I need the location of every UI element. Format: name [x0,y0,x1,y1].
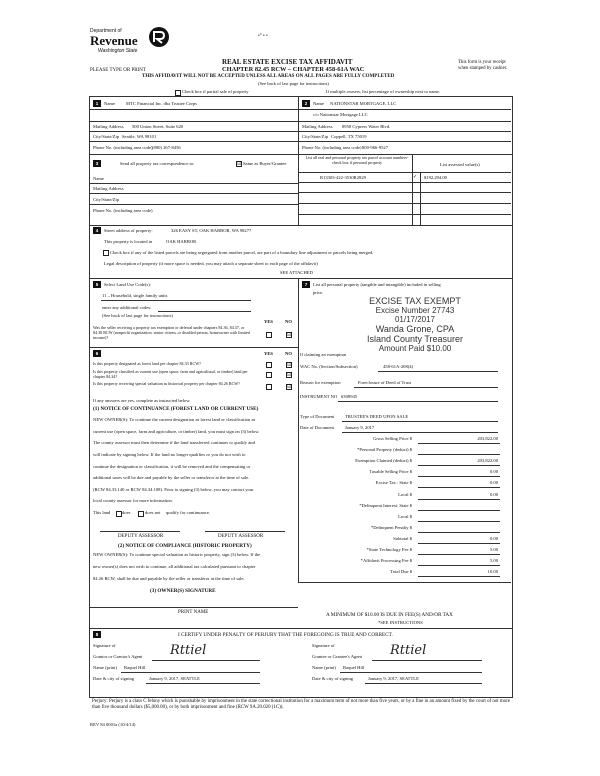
section-5-badge: 5 [93,281,101,288]
grantor-name[interactable]: Raquel Hill [124,665,146,670]
notice1-line3: The county assessor must then determine if the land transferred continues to qualify and [93,440,255,445]
sec6-q2: Is this property classified as current use (open space, farm and agricultural, or timber) land per chapter 84.34? [93,369,248,379]
tax-row-line [418,554,500,555]
print-name-label: PRINT NAME [178,610,209,615]
tax-row-value[interactable]: 0.00 [489,491,498,497]
does-label: does [122,510,131,515]
tax-row-value[interactable]: 5.00 [489,558,498,564]
seller-phone[interactable]: (800) 267-8456 [152,145,181,150]
receipt-note-2: when stamped by cashier. [458,66,508,71]
sec6-q3: Is this property receiving special valuation as historical property per chapter 84.26 RCW? [93,381,240,386]
reason-label: Reason for exemption [300,380,341,385]
grantee-date-label: Date & city of signing [312,676,354,681]
buyer-mail[interactable]: 8950 Cypress Water Blvd. [342,124,391,129]
tax-row-label: *Delinquent Interest: State $ [359,502,412,508]
grantor-signature[interactable]: Rttiel [170,643,207,658]
does-not-label: does not [145,510,161,515]
if-yes-note: If any answers are yes, complete as instructed below. [93,398,191,403]
stamp-line-3: 01/17/2017 [394,315,436,324]
logo-state: Washington State [98,48,138,54]
buyer-name-label: Name [313,101,324,106]
receipt-note: This form is your receipt [458,60,506,65]
stamp-line-1: EXCISE TAX EXEMPT [369,296,461,306]
seller-name-label: Name [104,101,115,106]
sec6-q1-yes[interactable] [266,362,272,368]
see-attached: SEE ATTACHED [280,270,313,275]
section-2-badge: 2 [302,100,310,107]
parcel-number[interactable]: R13303-422-3530R2829 [320,175,366,180]
notice-continuance: (1) NOTICE OF CONTINUANCE (FOREST LAND OR CURRENT USE) [93,406,259,412]
send-correspondence-label: Send all property tax correspondence to: [120,161,195,166]
tax-row-line [418,543,500,544]
grantor-agent-label: Grantor or Grantor's Agent [93,654,143,659]
tax-row-value[interactable]: 5.00 [489,547,498,552]
sec6-q3-yes[interactable] [266,384,272,390]
sec5-yes-checkbox[interactable] [266,332,272,338]
notice1-line2: current use (open space, farm and agriculture, or timber) land, you must sign on (3) below. [93,429,260,434]
notice2-line1: NEW OWNER(S): To continue special valuation as historic property, sign (3) below. If the [93,552,261,557]
sec5-see-back: (See back of last page for instructions) [102,313,173,318]
tax-row-line [418,576,500,577]
notice-compliance: (2) NOTICE OF COMPLIANCE (HISTORIC PROPERTY) [118,543,252,549]
parcel-list-header: List all real and personal property tax parcel account numbers-check box if personal property [305,155,409,165]
grantee-name-label: Name (print) [312,665,336,670]
owner-signature-label: (3) OWNER(S) SIGNATURE [150,588,216,594]
minimum-due-note: A MINIMUM OF $10.00 IS DUE IN FEE(S) AND/OR TAX [326,612,453,618]
this-land-label: This land [93,510,111,515]
logo-mark-icon [148,26,170,48]
located-label: This property is located in [104,239,153,244]
located-city[interactable]: OAK HARBOR [166,239,197,244]
section-6-badge: 6 [93,350,101,357]
notice1-line8: local county assessor for more information. [93,498,173,503]
wac-label: WAC No. (Section/Subsection) [300,364,358,369]
buyer-name[interactable]: NATIONSTAR MORTGAGE, LLC [330,101,397,106]
buyer-city-label: City/State/Zip [302,134,329,139]
grantor-name-label: Name (print) [93,665,117,670]
see-instructions: *SEE INSTRUCTIONS [378,620,423,625]
sec5-no-checkbox[interactable]: ☑ [287,332,292,338]
doc-date-label: Date of Document [300,425,334,430]
deputy-assessor-1: DEPUTY ASSESSOR [118,534,164,539]
grantor-date[interactable]: January 9, 2017, SEATTLE [149,676,200,681]
seller-city-label: City/State/Zip [93,134,120,139]
tax-row-line [418,465,500,466]
doc-type-label: Type of Document [300,414,335,419]
tax-row-value[interactable]: 0.00 [489,535,498,541]
sec6-yes: YES [264,351,273,356]
sec3-mail-label: Mailing Address [93,186,124,191]
stamp-line-5: Island County Treasurer [366,334,464,344]
qualify-label: qualify for continuance. [166,510,211,515]
see-back-instr: (See back of last page for instructions) [258,81,329,86]
sec6-no: NO [285,351,292,356]
tax-row-line [418,532,500,533]
tax-row-value[interactable]: 10.00 [487,569,498,575]
form-title: REAL ESTATE EXCISE TAX AFFIDAVIT [222,58,353,66]
multiple-owners-note: If multiple owners, list percentage of ownership next to name. [326,89,441,94]
top-marks: •° • • [258,34,268,39]
section-1-badge: 1 [93,100,101,107]
personal-property-label: List all personal property (tangible and intangible) included in selling [313,282,441,287]
doc-type-value[interactable]: TRUSTEE'S DEED UPON SALE [345,414,409,419]
notice1-line5: continue the designation or classification, it will be removed and the compensating or [93,464,251,469]
stamp-line-4: Wanda Grone, CPA [375,324,455,334]
tax-row-value[interactable]: 0.00 [489,480,498,486]
sec3-name-label: Name [93,176,104,181]
tax-row-label: Local $ [398,513,412,519]
seller-mail-label: Mailing Address [93,124,124,129]
seller-city[interactable]: Seattle, WA 98101 [122,134,157,139]
notice2-line3: 84.26 RCW, shall be due and payable by the seller or transferor at the time of sale. [93,576,245,581]
notice1-line6: additional taxes will be due and payable by the seller or transferor at the time of sale. [93,475,250,480]
assessed-header: List assessed value(s) [440,162,480,167]
seller-name[interactable]: MTC Financial Inc. dba Trustee Corps [126,101,197,106]
tax-row-value[interactable]: 203,822.00 [477,458,498,464]
tax-row-label: *State Technology Fee $ [366,547,412,552]
sec5-question: Was the seller receiving a property tax exemption or deferral under chapters 84.36, 84.37, or 84.38 RCW (nonprofit organization, senior citizen, or disabled person, homeowner with limited income)? [93,325,250,340]
tax-row-line [418,454,500,455]
perjury-statement: Perjury: Perjury is a class C felony which is punishable by imprisonment in the state correctional institution for a maximum term of not more than five years, or by a fine in an amount fixed by the court of not more than five thousand dollars ($5,000.00), or by both imprisonment and fine (RCW 9A.20.020 (1C)). [92,699,510,711]
tax-row-line [418,499,500,500]
buyer-city[interactable]: Coppell, TX 75019 [331,134,367,139]
tax-row-line [418,565,500,566]
notice1-line7: (RCW 84.33.140 or RCW 84.34.108). Prior to signing (3) below, you may contact your [93,487,254,492]
reason-value[interactable]: Foreclosure of Deed of Trust [358,380,412,385]
partial-sale-label: Check box if partial sale of property [182,89,249,94]
stamp-line-6: Amount Paid $10.00 [378,344,452,353]
personal-property-price: price. [313,290,324,295]
legal-desc-label: Legal description of property (if more space is needed, you may attach a separate sheet to each page of the affidavit) [104,261,318,266]
certify-statement: I CERTIFY UNDER PENALTY OF PERJURY THAT THE FOREGOING IS TRUE AND CORRECT. [178,632,393,638]
sec6-q3-no[interactable]: ☑ [287,384,292,390]
tax-row-line [418,521,500,522]
sec3-phone-label: Phone No. (including area code) [93,208,153,213]
wac-number[interactable]: 458-61A-208(4) [383,364,414,369]
sec6-q1: Is this property designated as forest land per chapter 84.33 RCW? [93,361,201,366]
section-7-badge: 7 [302,281,310,288]
tax-row-label: *Affidavit Processing Fee $ [360,558,412,564]
doc-date-value[interactable]: January 9, 2017 [345,425,375,430]
buyer-mail-label: Mailing Address [302,124,333,129]
street-label: Street address of property: [104,228,153,233]
grantee-name[interactable]: Raquel Hill [343,665,365,670]
tax-row-value[interactable]: 0.00 [489,469,498,475]
please-type: PLEASE TYPE OR PRINT [90,68,146,73]
section-3-badge: 3 [93,160,101,167]
segregated-checkbox[interactable] [103,250,109,256]
sec5-no: NO [285,319,292,324]
tax-row-label: Excise Tax : State $ [375,480,412,486]
tax-row-label: *Delinquent Penalty $ [370,524,412,530]
buyer-name-2[interactable]: c/o Nationstar Mortgage LLC [313,112,368,117]
notice1-line4: will indicate by signing below. If the land no longer qualifies or you do not wish to [93,452,246,457]
notice2-line2: new owner(s) does not wish to continue, all additional tax calculated pursuant to chapter [93,564,256,569]
tax-row-line [418,476,500,477]
seller-mail[interactable]: 500 Union Street, Suite 620 [132,124,184,129]
same-as-buyer-checkbox[interactable]: ☑ [237,161,242,167]
grantee-signature[interactable]: Rttiel [390,643,427,658]
form-warning: THIS AFFIDAVIT WILL NOT BE ACCEPTED UNLESS ALL AREAS ON ALL PAGES ARE FULLY COMPLETED [142,74,395,79]
tax-row-label: Gross Selling Price $ [373,436,412,441]
parcel-personal-check[interactable]: ✓ [413,174,418,180]
grantee-agent-label: Grantee or Grantee's Agent [312,654,362,659]
tax-row-label: Local $ [398,491,412,497]
tax-row-label: Total Due $ [390,569,412,575]
sec6-q2-no[interactable]: ☑ [287,372,292,378]
tax-row-label: Subtotal $ [393,535,412,541]
segregated-label: Check box if any of the listed parcels are being segregated from another parcel, are part of a boundary line adjustment or parcels being merged. [110,250,374,255]
tax-row-label: Taxable Selling Price $ [369,469,412,475]
tax-row-line [418,510,500,511]
sec6-q1-no[interactable]: ☑ [287,362,292,368]
sec5-yes: YES [264,319,273,324]
grantor-date-label: Date & city of signing [93,676,135,681]
section-4-badge: 4 [93,227,101,234]
buyer-phone[interactable]: 800-966-9527 [362,145,389,150]
tax-row-line [418,487,500,488]
logo-name: Revenue [90,33,138,48]
tax-row-line [418,443,500,444]
grantee-date[interactable]: January 9, 2017, SEATTLE [368,676,419,681]
grantee-sig-label: Signature of [312,643,335,648]
land-does-not-checkbox[interactable] [138,511,144,517]
additional-codes-label: enter any additional codes: [102,305,152,310]
instrument-number[interactable]: 6308945 [341,394,358,399]
sec3-city-label: City/State/Zip [93,197,120,202]
grantor-sig-label: Signature of [93,643,116,648]
form-id: REV 84 0001a (10/4/14) [90,722,136,727]
notice1-line1: NEW OWNER(S): To continue the current designation as forest land or classification as [93,417,256,422]
form-chapter: CHAPTER 82.45 RCW – CHAPTER 458-61A WAC [222,66,365,73]
section-8-badge: 8 [93,631,101,638]
assessed-value[interactable]: $192,294.00 [424,175,447,180]
street-address[interactable]: 326 EASY ST, OAK HARBOR, WA 98277 [171,228,252,233]
sec6-q2-yes[interactable] [266,372,272,378]
tax-row-value[interactable]: 203,822.00 [477,436,498,441]
excise-exempt-stamp [340,296,490,353]
tax-row-label: Exemption Claimed (deduct) $ [355,458,412,464]
tax-row-label: *Personal Property (deduct) $ [357,447,412,453]
seller-phone-label: Phone No. (including area code) [93,145,153,150]
logo [90,26,176,58]
same-as-buyer-label: Same as Buyer/Grantee [243,161,287,166]
logo-dept: Department of [90,28,122,34]
land-use-label: Select Land Use Code(s): [104,282,152,287]
stamp-line-2: Excise Number 27743 [375,306,455,315]
deputy-assessor-2: DEPUTY ASSESSOR [218,534,264,539]
exemption-label: If claiming an exemption [300,352,347,357]
buyer-phone-label: Phone No. (including area code) [302,145,362,150]
land-use-code[interactable]: 11 – Household, single family units [102,293,168,298]
instrument-label: INSTRUMENT NO [300,394,338,399]
